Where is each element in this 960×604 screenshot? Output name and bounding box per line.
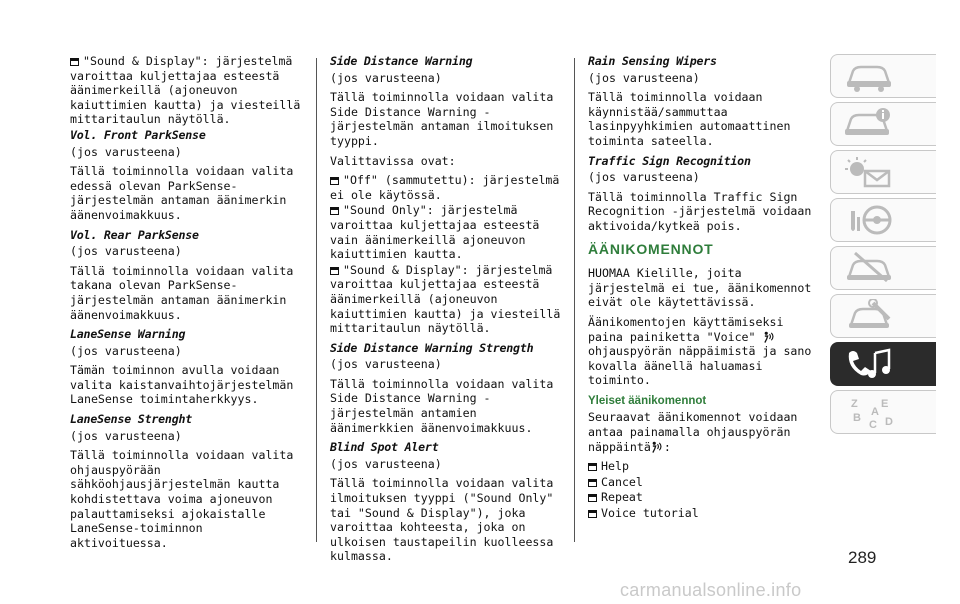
tab-multimedia[interactable] xyxy=(830,342,936,386)
breakdown-car-icon xyxy=(843,251,895,285)
bullet-icon xyxy=(330,207,339,215)
bullet-icon xyxy=(330,267,339,275)
language-note: HUOMAA Kielille, joita järjestelmä ei tue, äänikomennot eivät ole käytettävissä. xyxy=(588,266,812,310)
section-availability: (jos varusteena) xyxy=(588,70,700,85)
list-item: "Sound Only": järjestelmä varoittaa kuljettajaa esteestä vain äänimerkeillä ajoneuvon kaiuttimien kautta. xyxy=(330,203,540,262)
section-body: Tällä toiminnolla voidaan valita ohjauspyörään sähköohjausjärjestelmän kautta kohdistettava voima ajoneuvon palauttamiseksi ajokaistalle LaneSense-toiminnon aktivoituessa. xyxy=(70,448,294,550)
index-alphabet-icon xyxy=(843,395,903,431)
column-divider-1 xyxy=(316,58,317,542)
section-title: Vol. Rear ParkSense xyxy=(70,227,199,242)
section-body: Tällä toiminnolla voidaan valita ilmoituksen tyyppi ("Sound Only" tai "Sound & Display"), joka varoittaa kohteesta, joka on ulkoisen taustapeilin kuolleessa kulmassa. xyxy=(330,476,554,564)
section-availability: (jos varusteena) xyxy=(70,343,182,358)
section-title: Rain Sensing Wipers xyxy=(588,54,717,68)
section-title: Blind Spot Alert xyxy=(330,440,439,455)
section-body: Tällä toiminnolla voidaan valita edessä olevan ParkSense-järjestelmän antaman äänimerkin äänenvoimakkuus. xyxy=(70,164,294,222)
bullet-icon xyxy=(588,463,597,471)
watermark: carmanualsonline.info xyxy=(620,580,802,600)
car-dashboard-icon xyxy=(843,59,895,93)
section-title: Vol. Front ParkSense xyxy=(70,127,206,142)
index-letter-2: E xyxy=(881,398,889,410)
bullet-icon xyxy=(330,177,339,185)
section-title: Traffic Sign Recognition xyxy=(588,153,751,168)
subsection-heading: Yleiset äänikomennot xyxy=(588,394,707,407)
section-body: Tällä toiminnolla voidaan valita Side Distance Warning -järjestelmän antamien äänimerkkien äänenvoimakkuus. xyxy=(330,376,554,435)
column-divider-2 xyxy=(574,58,575,542)
index-letter-4: B xyxy=(853,412,861,424)
section-title: Side Distance Warning Strength xyxy=(330,340,534,355)
service-wrench-icon xyxy=(843,299,895,333)
general-commands-text: Seuraavat äänikomennot voidaan antaa painamalla ohjauspyörän näppäintä : xyxy=(588,410,798,454)
list-item: "Sound & Display": järjestelmä varoittaa kuljettajaa esteestä äänimerkeillä (ajoneuvon kaiuttimien kautta) ja viesteillä mittaritaulun näytöllä. xyxy=(330,262,561,336)
bullet-icon xyxy=(588,510,597,518)
index-letter-3: A xyxy=(871,406,879,418)
section-body: Tällä toiminnolla voidaan käynnistää/sammuttaa lasinpyyhkimien automaattinen toiminta sateella. xyxy=(588,90,791,148)
index-letter-1: Z xyxy=(851,398,858,410)
tab-service[interactable] xyxy=(830,294,936,338)
voice-usage-text: Äänikomentojen käyttämiseksi paina painiketta "Voice" ohjauspyörän näppäimistä ja sano kovalla äänellä haluamasi toiminto. xyxy=(588,314,812,388)
chapter-heading: ÄÄNIKOMENNOT xyxy=(588,240,714,257)
command-item: Voice tutorial xyxy=(588,506,820,521)
section-body: Tällä toiminnolla voidaan valita Side Distance Warning -järjestelmän antaman ilmoituksen tyyppi. xyxy=(330,90,554,148)
section-availability: (jos varusteena) xyxy=(330,357,442,372)
command-item: Repeat xyxy=(588,490,820,505)
chapter-tabs xyxy=(830,54,936,438)
index-letter-5: C xyxy=(869,419,877,431)
index-letter-6: D xyxy=(885,416,893,428)
section-availability: (jos varusteena) xyxy=(70,244,182,259)
voice-command-icon xyxy=(651,440,664,454)
section-note: Valittavissa ovat: xyxy=(330,153,456,168)
warning-lights-icon xyxy=(843,155,895,189)
tab-index[interactable] xyxy=(830,390,936,434)
bullet-icon xyxy=(70,58,79,66)
tab-dashboard[interactable] xyxy=(830,54,936,98)
multimedia-icon xyxy=(843,347,895,381)
section-title: LaneSense Strenght xyxy=(70,412,193,427)
column-1 xyxy=(70,54,302,555)
column-2 xyxy=(330,54,562,569)
section-availability: (jos varusteena) xyxy=(588,170,700,185)
section-availability: (jos varusteena) xyxy=(330,456,442,471)
tab-warning-lights[interactable] xyxy=(830,150,936,194)
car-info-icon xyxy=(843,107,895,141)
tab-car-info[interactable] xyxy=(830,102,936,146)
section-title: LaneSense Warning xyxy=(70,327,186,342)
list-item: "Off" (sammutettu): järjestelmä ei ole käytössä. xyxy=(330,173,560,202)
intro-bullet: "Sound & Display": järjestelmä varoittaa kuljettajaa esteestä äänimerkeillä (ajoneuvon kaiuttimien kautta) ja viesteillä mittaritaulun näytöllä. xyxy=(70,54,301,127)
column-3 xyxy=(588,54,820,522)
section-availability: (jos varusteena) xyxy=(70,144,182,159)
bullet-icon xyxy=(588,479,597,487)
bullet-icon xyxy=(588,494,597,502)
tab-breakdown[interactable] xyxy=(830,246,936,290)
section-availability: (jos varusteena) xyxy=(70,428,182,443)
section-body: Tällä toiminnolla Traffic Sign Recognition -järjestelmä voidaan aktivoida/kytkeä pois. xyxy=(588,189,812,233)
safety-steering-icon xyxy=(843,203,895,237)
tab-safety[interactable] xyxy=(830,198,936,242)
command-item: Cancel xyxy=(588,475,820,490)
section-title: Side Distance Warning xyxy=(330,54,473,68)
section-availability: (jos varusteena) xyxy=(330,70,442,85)
voice-command-icon xyxy=(763,330,776,344)
section-body: Tällä toiminnolla voidaan valita takana olevan ParkSense-järjestelmän antaman äänimerkin äänenvoimakkuus. xyxy=(70,263,294,322)
page-number: 289 xyxy=(848,548,877,567)
command-item: Help xyxy=(588,459,820,474)
section-body: Tämän toiminnon avulla voidaan valita kaistanvaihtojärjestelmän LaneSense toimintaherkkyys. xyxy=(70,363,294,407)
